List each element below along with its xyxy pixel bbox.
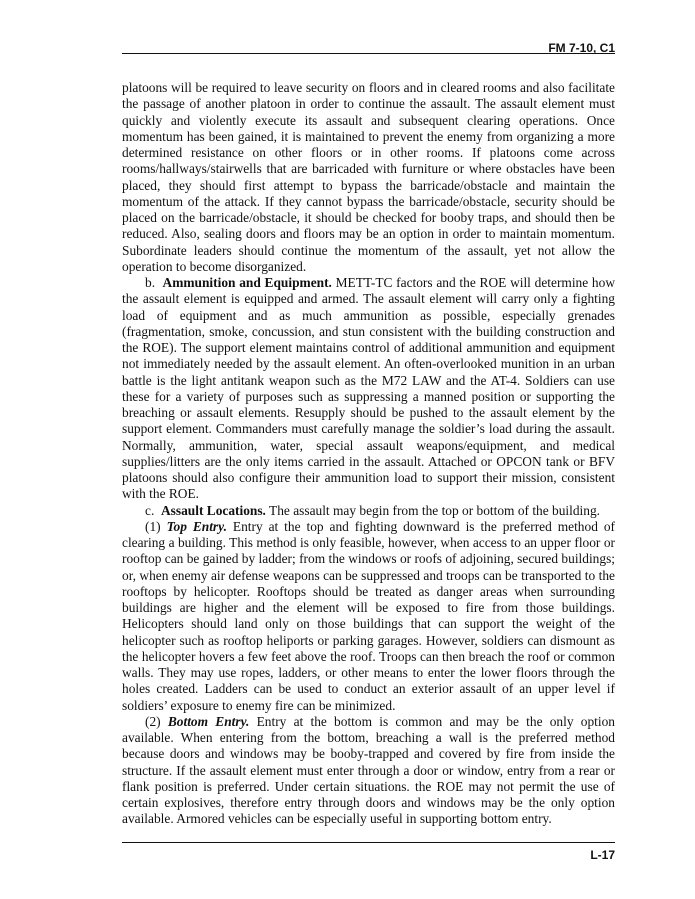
footer-rule: [122, 842, 615, 843]
paragraph-b-marker: b.: [145, 275, 156, 290]
paragraph-c1-text: Entry at the top and fighting downward is the preferred method of clearing a building. This method is only feasible, however, when access to an upper floor or rooftop can be gained by ladder; from the windows or roofs of adjoining, secured buildings; or, when enemy air defense weapons can be suppressed and troops can be transported to the rooftops by helicopter. Rooftops should be treated as danger areas when surrounding buildings are higher and the element will be exposed to fire from those buildings. Helicopters should land only on those buildings that can support the weight of the helicopter such as rooftop heliports or parking garages. However, soldiers can dismount as the helicopter hovers a few feet above the roof. Troops can then breach the roof or common walls. They may use ropes, ladders, or other means to enter the lower floors through the holes created. Ladders can be used to conduct an exterior assault of an upper level if soldiers’ exposure to enemy fire can be minimized.: [122, 518, 615, 713]
paragraph-c1-marker: (1): [145, 518, 161, 534]
paragraph-continued: platoons will be required to leave security on floors and in cleared rooms and also facilitate the passage of another platoon in order to continue the assault. The assault element must quickly and violently execute its assault and subsequent clearing operations. Once momentum has been gained, it is maintained to prevent the enemy from organizing a more determined resistance on other floors or in other rooms. If platoons come across rooms/hallways/stairwells that are barricaded with furniture or where obstacles have been placed, they should first attempt to bypass the barricade/obstacle and maintain the momentum of the attack. If they cannot bypass the barricade/obstacle, security should be placed on the barricade/obstacle, it should be checked for booby traps, and should then be reduced. Also, sealing doors and floors may be an option in order to maintain momentum. Subordinate leaders should continue the momentum of the assault, yet not allow the operation to become disorganized.: [122, 80, 615, 274]
body-text: [122, 80, 615, 828]
paragraph-b-heading: Ammunition and Equipment.: [162, 275, 332, 290]
paragraph-b-text: METT-TC factors and the ROE will determine how the assault element is equipped and armed. The assault element will carry only a fighting load of equipment and as much ammunition as possible, especially grenades (fragmentation, smoke, concussion, and stun consistent with the building construction and the ROE). The support element maintains control of additional ammunition and equipment not immediately needed by the assault element. An often-overlooked munition in an urban battle is the light antitank weapon such as the M72 LAW and the AT-4. Soldiers can use these for a variety of purposes such as suppressing a manned position or supporting the breaching or assault elements. Resupply should be pushed to the assault element by the support element. Commanders must carefully manage the soldier’s load during the assault. Normally, ammunition, water, special assault weapons/equipment, and medical supplies/litters are the only items carried in the assault. Attached or OPCON tank or BFV platoons should also configure their ammunition load to support their mission, consistent with the ROE.: [122, 275, 615, 502]
paragraph-c2-text: Entry at the bottom is common and may be the only option available. When entering from the bottom, breaching a wall is the preferred method because doors and windows may be booby-trapped and covered by fire from inside the structure. If the assault element must enter through a door or window, entry from a rear or flank position is preferred. Under certain situations. the ROE may not permit the use of certain explosives, therefore entry through doors and windows may be the only option available. Armored vehicles can be especially useful in supporting bottom entry.: [122, 713, 615, 827]
paragraph-b: [122, 275, 615, 503]
paragraph-c2-marker: (2): [145, 713, 161, 729]
paragraph-c-heading: Assault Locations.: [161, 502, 266, 518]
paragraph-c1: [122, 519, 615, 714]
paragraph-c: [122, 503, 615, 519]
paragraph-c-text: The assault may begin from the top or bottom of the building.: [269, 502, 601, 518]
paragraph-c-marker: c.: [145, 502, 155, 518]
running-header: FM 7-10, C1: [548, 41, 615, 55]
paragraph-c2: [122, 714, 615, 828]
header-rule: [122, 53, 615, 54]
page-number: L-17: [590, 848, 615, 862]
paragraph-c1-heading: Top Entry.: [166, 518, 227, 534]
paragraph-c2-heading: Bottom Entry.: [167, 713, 250, 729]
